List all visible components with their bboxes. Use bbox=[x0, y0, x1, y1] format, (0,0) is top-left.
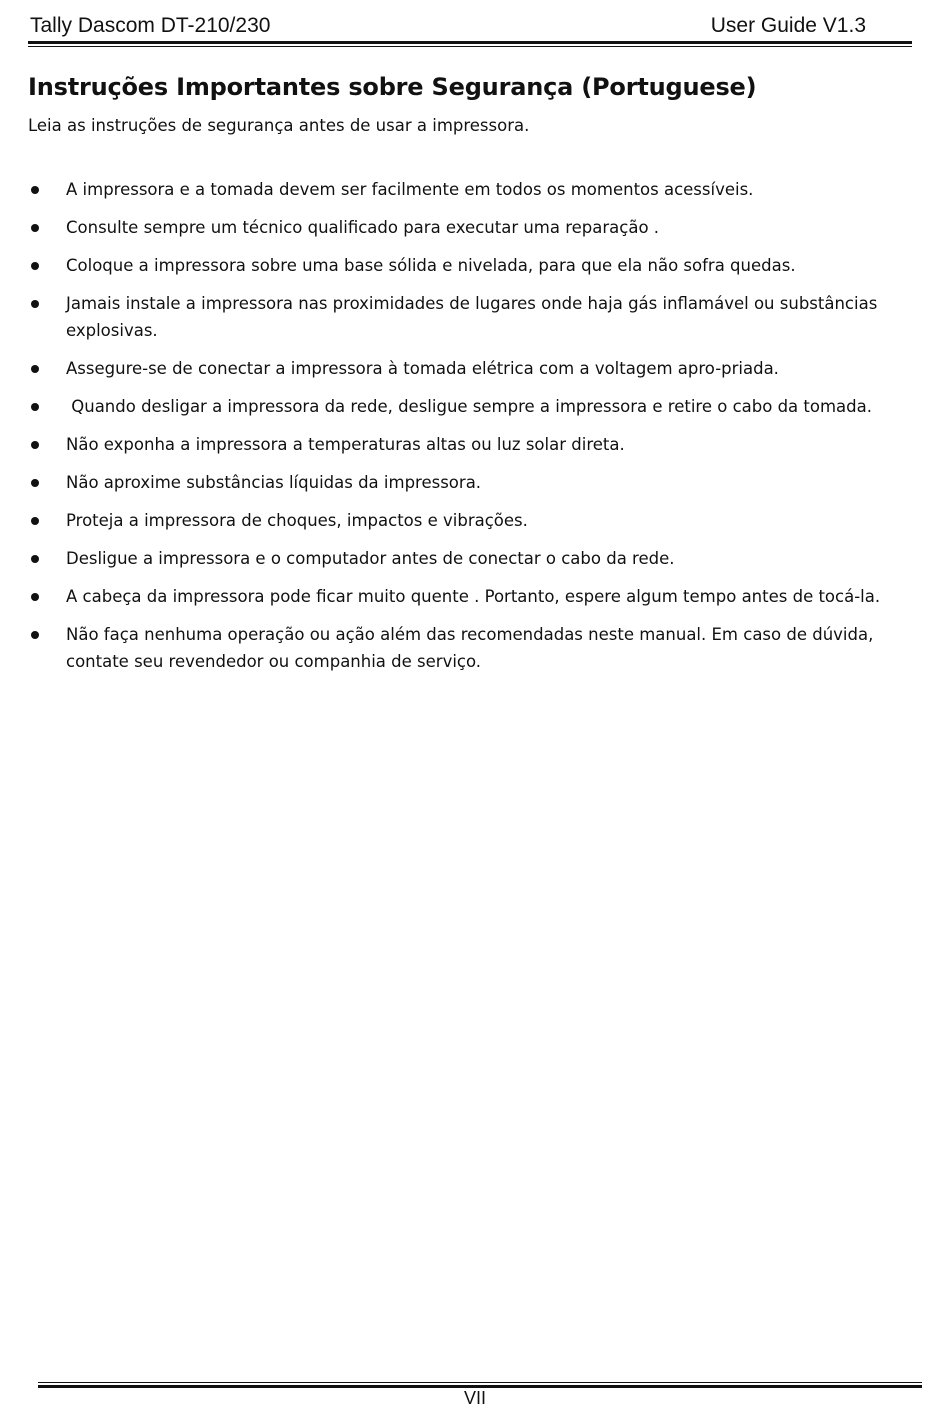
bullet-icon bbox=[31, 403, 39, 411]
list-item bbox=[28, 252, 920, 279]
header-guide-version: User Guide V1.3 bbox=[710, 14, 866, 37]
list-item bbox=[28, 214, 920, 241]
header-rule-thick bbox=[28, 41, 912, 44]
list-item-text: Não faça nenhuma operação ou ação além das recomendadas neste manual. Em caso de dúvida, contate seu revendedor ou companhia de serviço. bbox=[66, 625, 874, 671]
header-product-name: Tally Dascom DT-210/230 bbox=[30, 14, 271, 37]
bullet-icon bbox=[31, 186, 39, 194]
bullet-icon bbox=[31, 631, 39, 639]
list-item-text: Coloque a impressora sobre uma base sólida e nivelada, para que ela não sofra quedas. bbox=[66, 256, 796, 275]
safety-instructions-list bbox=[28, 176, 920, 675]
list-item-text: Proteja a impressora de choques, impactos e vibrações. bbox=[66, 511, 528, 530]
list-item-text: A cabeça da impressora pode ficar muito quente . Portanto, espere algum tempo antes de tocá-la. bbox=[66, 587, 881, 606]
bullet-icon bbox=[31, 224, 39, 232]
list-item bbox=[28, 393, 920, 420]
list-item bbox=[28, 290, 920, 344]
page-header bbox=[30, 14, 866, 42]
bullet-icon bbox=[31, 555, 39, 563]
bullet-icon bbox=[31, 441, 39, 449]
bullet-icon bbox=[31, 479, 39, 487]
intro-paragraph: Leia as instruções de segurança antes de usar a impressora. bbox=[28, 116, 530, 135]
list-item bbox=[28, 176, 920, 203]
list-item-text: Assegure-se de conectar a impressora à tomada elétrica com a voltagem apro-priada. bbox=[66, 359, 779, 378]
bullet-icon bbox=[31, 365, 39, 373]
list-item-text: Não aproxime substâncias líquidas da impressora. bbox=[66, 473, 482, 492]
list-item bbox=[28, 431, 920, 458]
bullet-icon bbox=[31, 300, 39, 308]
bullet-icon bbox=[31, 517, 39, 525]
list-item-text: Desligue a impressora e o computador antes de conectar o cabo da rede. bbox=[66, 549, 675, 568]
section-title: Instruções Importantes sobre Segurança (Portuguese) bbox=[28, 73, 757, 101]
bullet-icon bbox=[31, 262, 39, 270]
list-item bbox=[28, 621, 920, 675]
header-rule-thin bbox=[28, 46, 912, 47]
list-item bbox=[28, 583, 920, 610]
list-item-text: Consulte sempre um técnico qualificado para executar uma reparação . bbox=[66, 218, 660, 237]
document-body bbox=[28, 70, 920, 686]
list-item bbox=[28, 469, 920, 496]
list-item-text: A impressora e a tomada devem ser facilmente em todos os momentos acessíveis. bbox=[66, 180, 754, 199]
list-item-text: Quando desligar a impressora da rede, desligue sempre a impressora e retire o cabo da tomada. bbox=[66, 397, 872, 416]
list-item bbox=[28, 507, 920, 534]
bullet-icon bbox=[31, 593, 39, 601]
footer-rule-thin bbox=[38, 1382, 922, 1383]
list-item bbox=[28, 355, 920, 382]
list-item bbox=[28, 545, 920, 572]
list-item-text: Não exponha a impressora a temperaturas altas ou luz solar direta. bbox=[66, 435, 625, 454]
list-item-text: Jamais instale a impressora nas proximidades de lugares onde haja gás inflamável ou substâncias explosivas. bbox=[66, 294, 878, 340]
page-number: VII bbox=[463, 1388, 486, 1408]
